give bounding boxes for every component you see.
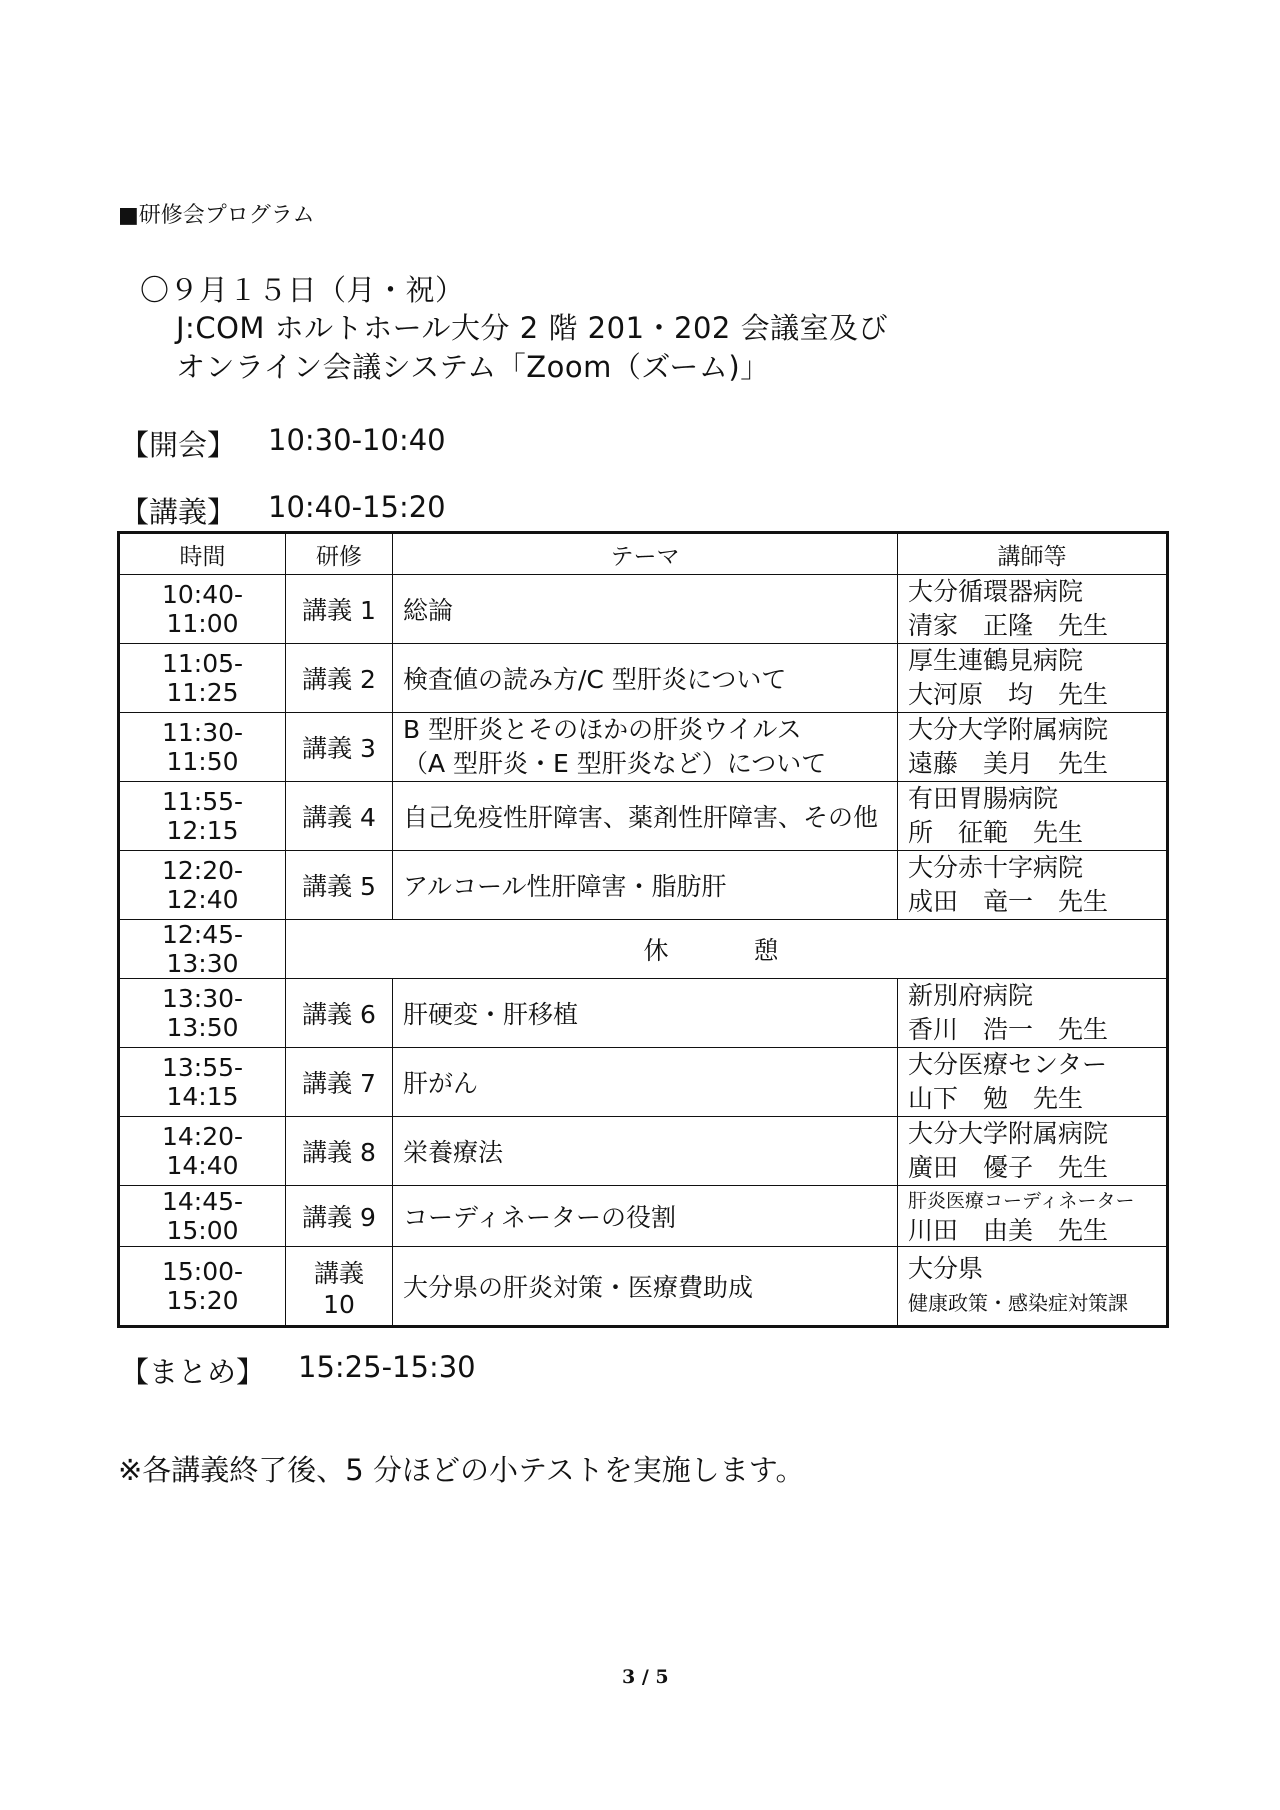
- row-theme: 検査値の読み方/C 型肝炎について: [393, 644, 898, 713]
- row-lecturer: [898, 1186, 1168, 1247]
- row-lecturer: [898, 1117, 1168, 1186]
- lecturer-affiliation: 大分県: [908, 1254, 984, 1283]
- break-row: [119, 920, 1168, 979]
- row-lecturer: [898, 979, 1168, 1048]
- lecturer-affiliation: 大分大学附属病院: [908, 1119, 1109, 1148]
- row-theme: アルコール性肝障害・脂肪肝: [393, 851, 898, 920]
- row-lecturer: [898, 1048, 1168, 1117]
- lectures-time: 10:40-15:20: [268, 490, 446, 524]
- lecturer-department: 健康政策・感染症対策課: [908, 1291, 1128, 1315]
- quiz-note: ※各講義終了後、5 分ほどの小テストを実施します。: [118, 1453, 805, 1487]
- lecturer-name: 香川 浩一 先生: [908, 1015, 1109, 1044]
- row-session: 講義 8: [286, 1117, 393, 1186]
- venue-line-2: オンライン会議システム「Zoom（ズーム)」: [176, 350, 770, 384]
- row-time: 10:40-11:00: [119, 575, 286, 644]
- page-number: 3 / 5: [622, 1666, 669, 1688]
- row-session: 講義 5: [286, 851, 393, 920]
- row-theme-line-1: B 型肝炎とそのほかの肝炎ウイルス: [403, 715, 802, 744]
- table-row: [119, 979, 1168, 1048]
- row-time: 14:20-14:40: [119, 1117, 286, 1186]
- row-time: 11:05-11:25: [119, 644, 286, 713]
- break-label: 休 憩: [286, 920, 1168, 979]
- table-header-row: [119, 533, 1168, 575]
- closing-label: 【まとめ】: [120, 1355, 266, 1389]
- row-session: 講義 6: [286, 979, 393, 1048]
- row-theme: コーディネーターの役割: [393, 1186, 898, 1247]
- table-row: [119, 851, 1168, 920]
- header-theme: テーマ: [393, 533, 898, 575]
- row-session: 講義 1: [286, 575, 393, 644]
- program-table: [117, 531, 1169, 1328]
- date-line: 〇９月１５日（月・祝）: [140, 273, 465, 307]
- row-lecturer: [898, 1247, 1168, 1327]
- row-theme: 肝硬変・肝移植: [393, 979, 898, 1048]
- lecturer-name: 大河原 均 先生: [908, 680, 1109, 709]
- row-session: 講義 3: [286, 713, 393, 782]
- row-theme: 自己免疫性肝障害、薬剤性肝障害、その他: [393, 782, 898, 851]
- lecturer-name: 清家 正隆 先生: [908, 611, 1109, 640]
- row-theme-line-2: （A 型肝炎・E 型肝炎など）について: [403, 749, 827, 778]
- lecturer-affiliation: 有田胃腸病院: [908, 784, 1059, 813]
- row-theme: 肝がん: [393, 1048, 898, 1117]
- table-row: [119, 782, 1168, 851]
- row-time: 14:45-15:00: [119, 1186, 286, 1247]
- lecturer-affiliation: 厚生連鶴見病院: [908, 646, 1084, 675]
- opening-label: 【開会】: [120, 428, 237, 462]
- lecturer-name: 成田 竜一 先生: [908, 887, 1109, 916]
- lecturer-name: 廣田 優子 先生: [908, 1153, 1109, 1182]
- venue-line-1: J:COM ホルトホール大分 2 階 201・202 会議室及び: [176, 311, 889, 345]
- header-lecturer: 講師等: [898, 533, 1168, 575]
- table-row: [119, 1186, 1168, 1247]
- lecturer-affiliation: 大分大学附属病院: [908, 715, 1109, 744]
- row-time: 12:20-12:40: [119, 851, 286, 920]
- lecturer-name: 山下 勉 先生: [908, 1084, 1084, 1113]
- section-title: ■研修会プログラム: [118, 203, 315, 228]
- lectures-label: 【講義】: [120, 495, 237, 529]
- row-time: 15:00-15:20: [119, 1247, 286, 1327]
- opening-time: 10:30-10:40: [268, 423, 446, 457]
- lecturer-affiliation: 大分循環器病院: [908, 577, 1084, 606]
- row-time: 13:30-13:50: [119, 979, 286, 1048]
- row-session: 講義 9: [286, 1186, 393, 1247]
- header-time: 時間: [119, 533, 286, 575]
- closing-time: 15:25-15:30: [298, 1350, 476, 1384]
- row-lecturer: [898, 713, 1168, 782]
- row-session: 講義 4: [286, 782, 393, 851]
- lecturer-name: 遠藤 美月 先生: [908, 749, 1109, 778]
- header-session: 研修: [286, 533, 393, 575]
- row-time: 11:55-12:15: [119, 782, 286, 851]
- lecturer-affiliation: 大分医療センター: [908, 1050, 1108, 1079]
- lecturer-affiliation: 大分赤十字病院: [908, 853, 1084, 882]
- row-time: 11:30-11:50: [119, 713, 286, 782]
- table-row: [119, 1117, 1168, 1186]
- row-lecturer: [898, 575, 1168, 644]
- table-row: [119, 1247, 1168, 1327]
- lecturer-name: 川田 由美 先生: [908, 1216, 1109, 1245]
- table-row: [119, 644, 1168, 713]
- row-theme: 総論: [393, 575, 898, 644]
- row-session: 講義 2: [286, 644, 393, 713]
- row-session: 講義 10: [286, 1247, 393, 1327]
- lecturer-affiliation: 新別府病院: [908, 981, 1034, 1010]
- row-lecturer: [898, 644, 1168, 713]
- table-row: [119, 713, 1168, 782]
- row-theme: [393, 713, 898, 782]
- row-session: 講義 7: [286, 1048, 393, 1117]
- row-lecturer: [898, 782, 1168, 851]
- lecturer-name: 所 征範 先生: [908, 818, 1084, 847]
- row-lecturer: [898, 851, 1168, 920]
- row-theme: 栄養療法: [393, 1117, 898, 1186]
- lecturer-affiliation: 肝炎医療コーディネーター: [908, 1190, 1135, 1212]
- table-row: [119, 575, 1168, 644]
- table-row: [119, 1048, 1168, 1117]
- row-time: 13:55-14:15: [119, 1048, 286, 1117]
- break-time: 12:45-13:30: [119, 920, 286, 979]
- row-theme: 大分県の肝炎対策・医療費助成: [393, 1247, 898, 1327]
